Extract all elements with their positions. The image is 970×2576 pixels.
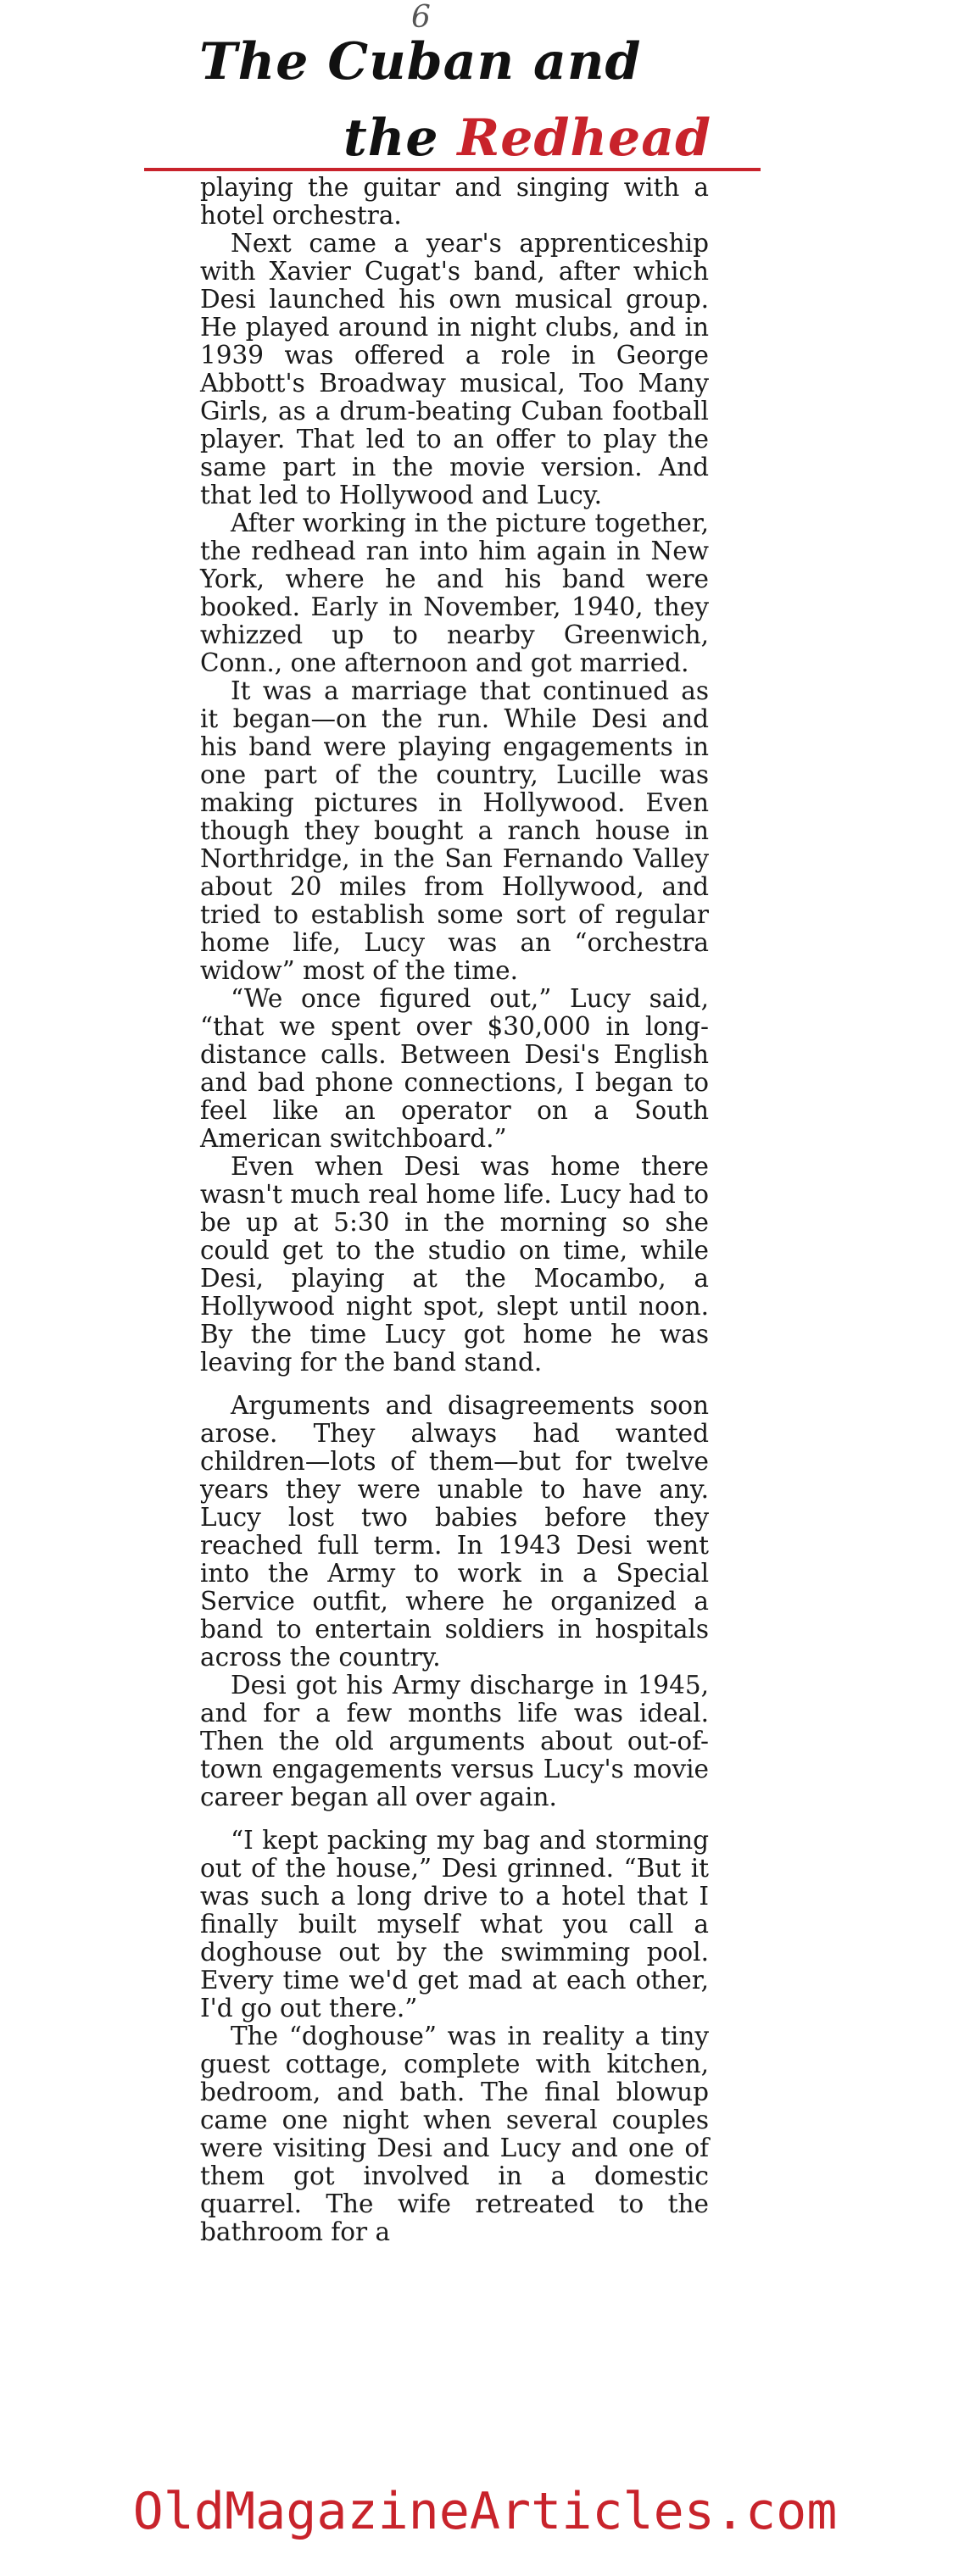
site-watermark: OldMagazineArticles.com — [132, 2482, 838, 2541]
article-paragraph: “We once figured out,” Lucy said, “that we spent over $30,000 in long-distance calls. Between Desi's English and bad phone connections, I began to feel like an operator on a South American switchboard.” — [200, 984, 709, 1153]
headline-accent: Redhead — [457, 108, 712, 168]
article-paragraph: It was a marriage that continued as it began—on the run. While Desi and his band were playing engagements in one part of the country, Lucille was making pictures in Hollywood. Even though they bought a ranch house in Northridge, in the San Fernando Valley about 20 miles from Hollywood, and tried to establish some sort of regular home life, Lucy was an “orchestra widow” most of the time. — [200, 676, 709, 985]
article-paragraph: Arguments and disagreements soon arose. They always had wanted children—lots of them—but for twelve years they were unable to have any. Lucy lost two babies before they reached full term. In 1943 Desi went into the Army to work in a Special Service outfit, where he organized a band to entertain soldiers in hospitals across the country. — [200, 1391, 709, 1672]
headline-line-1: The Cuban and — [199, 32, 642, 92]
headline-line-2 — [343, 108, 711, 168]
article-paragraph: The “doghouse” was in reality a tiny guest cottage, complete with kitchen, bedroom, and bath. The final blowup came one night when several couples were visiting Desi and Lucy and one of them got involved in a domestic quarrel. The wife retreated to the bathroom for a — [200, 2022, 709, 2246]
article-paragraph: After working in the picture together, the redhead ran into him again in New York, where he and his band were booked. Early in November, 1940, they whizzed up to nearby Greenwich, Conn., one afternoon and got married. — [200, 509, 709, 677]
article-paragraph: Even when Desi was home there wasn't much real home life. Lucy had to be up at 5:30 in the morning so she could get to the studio on time, while Desi, playing at the Mocambo, a Hollywood night spot, slept until noon. By the time Lucy got home he was leaving for the band stand. — [200, 1152, 709, 1377]
article-body — [200, 174, 709, 2246]
article-paragraph: “I kept packing my bag and storming out of the house,” Desi grinned. “But it was such a long drive to a hotel that I finally built myself what you call a doghouse out by the swimming pool. Every time we'd get mad at each other, I'd go out there.” — [200, 1826, 709, 2022]
headline-rule — [144, 168, 761, 171]
page-number: 6 — [411, 0, 431, 35]
article-paragraph: Desi got his Army discharge in 1945, and for a few months life was ideal. Then the old arguments about out-of-town engagements versus Lucy's movie career began all over again. — [200, 1671, 709, 1811]
article-paragraph: Next came a year's apprenticeship with Xavier Cugat's band, after which Desi launched his own musical group. He played around in night clubs, and in 1939 was offered a role in George Abbott's Broadway musical, Too Many Girls, as a drum-beating Cuban football player. That led to an offer to play the same part in the movie version. And that led to Hollywood and Lucy. — [200, 229, 709, 509]
headline-prefix: the — [343, 108, 458, 168]
article-paragraph: playing the guitar and singing with a hotel orchestra. — [200, 173, 709, 230]
